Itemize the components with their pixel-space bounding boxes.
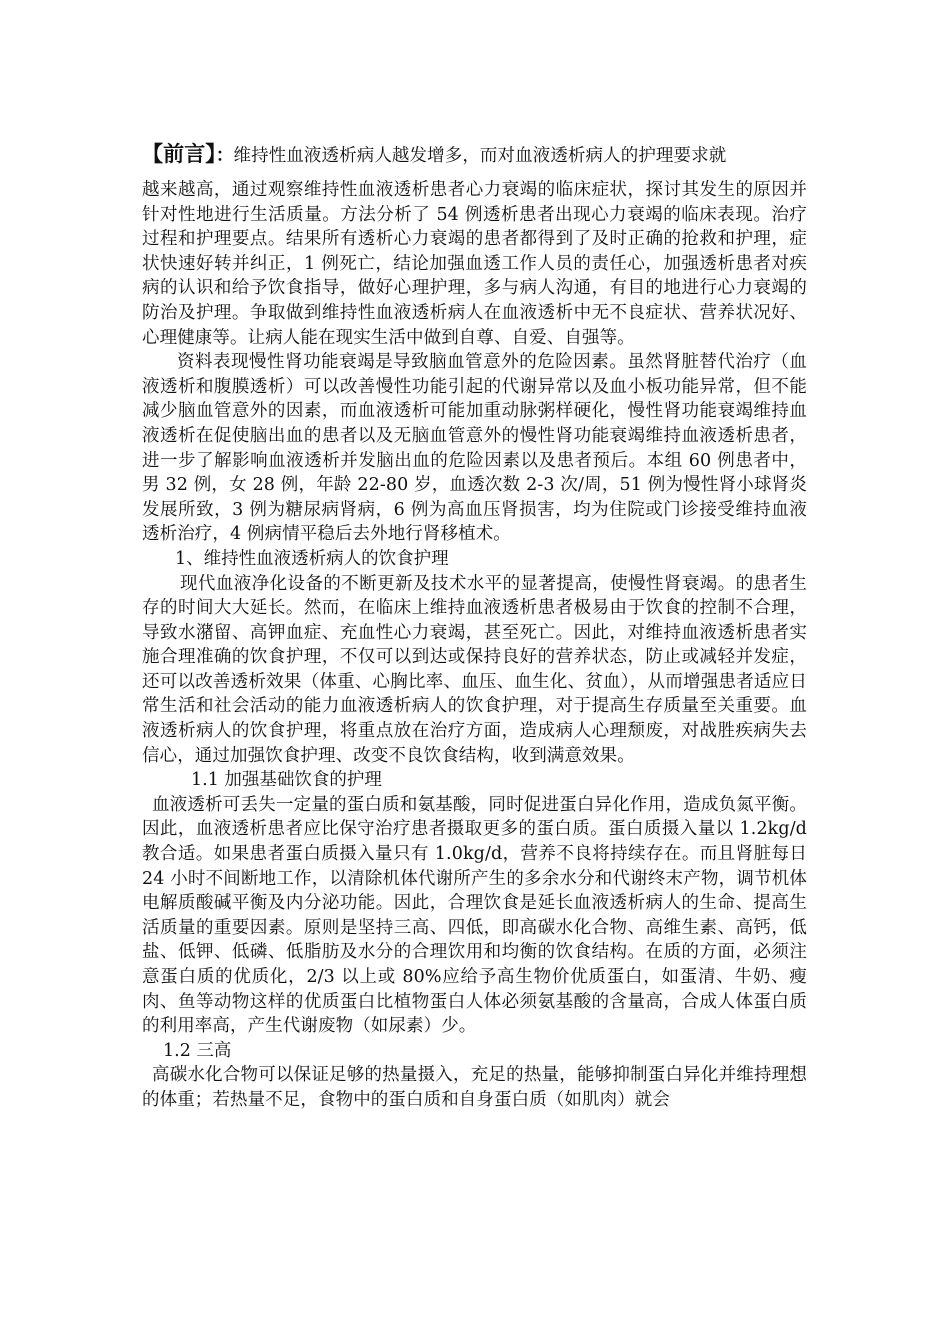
section-1-2-heading: 1.2 三高 (163, 1040, 232, 1061)
intro-first-text: 维持性血液透析病人越发增多，而对血液透析病人的护理要求就 (233, 146, 727, 166)
section-1-1-body: 血液透析可丢失一定量的蛋白质和氨基酸，同时促进蛋白异化作用，造成负氮平衡。因此，血液透析患者应比保守治疗患者摄取更多的蛋白质。蛋白质摄入量以 1.2kg/d 教合适。如果患者蛋白质摄入量只有 1.0kg/d，营养不良将持续存在。而且肾脏每日 24 小时不间断地工作，以清除机体代谢所产生的多余水分和代谢终末产物，调节机体电解质酸碱平衡及内分泌功能。因此，合理饮食是延长血液透析病人的生命、提高生活质量的重要因素。原则是坚持三高、四低，即高碳水化合物、高维生素、高钙，低盐、低钾、低磷、低脂肪及水分的合理饮用和均衡的饮食结构。在质的方面，必须注意蛋白质的优质化，2/3 以上或 80%应给予高生物价优质蛋白，如蛋清、牛奶、瘦肉、鱼等动物这样的优质蛋白比植物蛋白人体必须氨基酸的含量高，合成人体蛋白质的利用率高，产生代谢废物（如尿素）少。 (142, 794, 807, 1037)
intro-separator: ： (215, 146, 234, 166)
intro-first-line (142, 137, 807, 174)
document-body (142, 137, 807, 1113)
section-1-1-heading: 1.1 加强基础饮食的护理 (191, 770, 382, 791)
background-paragraph: 资料表现慢性肾功能衰竭是导致脑血管意外的危险因素。虽然肾脏替代治疗（血液透析和腹膜透析）可以改善慢性功能引起的代谢异常以及血小板功能异常，但不能减少脑血管意外的因素，而血液透析可能加重动脉粥样硬化，慢性肾功能衰竭维持血液透析在促使脑出血的患者以及无脑血管意外的慢性肾功能衰竭维持血液透析患者，进一步了解影响血液透析并发脑出血的危险因素以及患者预后。本组 60 例患者中，男 32 例，女 28 例，年龄 22-80 岁，血透次数 2-3 次/周，51 例为慢性肾小球肾炎发展所致，3 例为糖尿病肾病，6 例为高血压肾损害，均为住院或门诊接受维持血液透析治疗，4 例病情平稳后去外地行肾移植术。 (142, 352, 807, 545)
section-1-body: 现代血液净化设备的不断更新及技术水平的显著提高，使慢性肾衰竭。的患者生存的时间大大延长。然而，在临床上维持血液透析患者极易由于饮食的控制不合理，导致水潴留、高钾血症、充血性心力衰竭，甚至死亡。因此，对维持血液透析患者实施合理准确的饮食护理，不仅可以到达或保持良好的营养状态，防止或减轻并发症，还可以改善透析效果（体重、心胸比率、血压、血生化、贫血），从而增强患者适应日常生活和社会活动的能力血液透析病人的饮食护理，对于提高生存质量至关重要。血液透析病人的饮食护理，将重点放在治疗方面，造成病人心理颓废，对战胜疾病失去信心，通过加强饮食护理、改变不良饮食结构，收到满意效果。 (142, 573, 807, 766)
section-1-heading: 1、维持性血液透析病人的饮食护理 (175, 548, 449, 569)
intro-paragraph (142, 137, 807, 350)
intro-label: 【前言】 (142, 142, 216, 166)
intro-continuation: 越来越高，通过观察维持性血液透析患者心力衰竭的临床症状，探讨其发生的原因并针对性地进行生活质量。方法分析了 54 例透析患者出现心力衰竭的临床表现。治疗过程和护理要点。结果所有透析心力衰竭的患者都得到了及时正确的抢救和护理，症状快速好转并纠正，1 例死亡，结论加强血透工作人员的责任心，加强透析患者对疾病的认识和给予饮食指导，做好心理护理，多与病人沟通，有目的地进行心力衰竭的防治及护理。争取做到维持性血液透析病人在血液透析中无不良症状、营养状况好、心理健康等。让病人能在现实生活中做到自尊、自爱、自强等。 (142, 180, 807, 348)
section-1-2-body: 高碳水化合物可以保证足够的热量摄入，充足的热量，能够抑制蛋白异化并维持理想的体重；若热量不足，食物中的蛋白质和自身蛋白质（如肌肉）就会 (142, 1065, 807, 1110)
